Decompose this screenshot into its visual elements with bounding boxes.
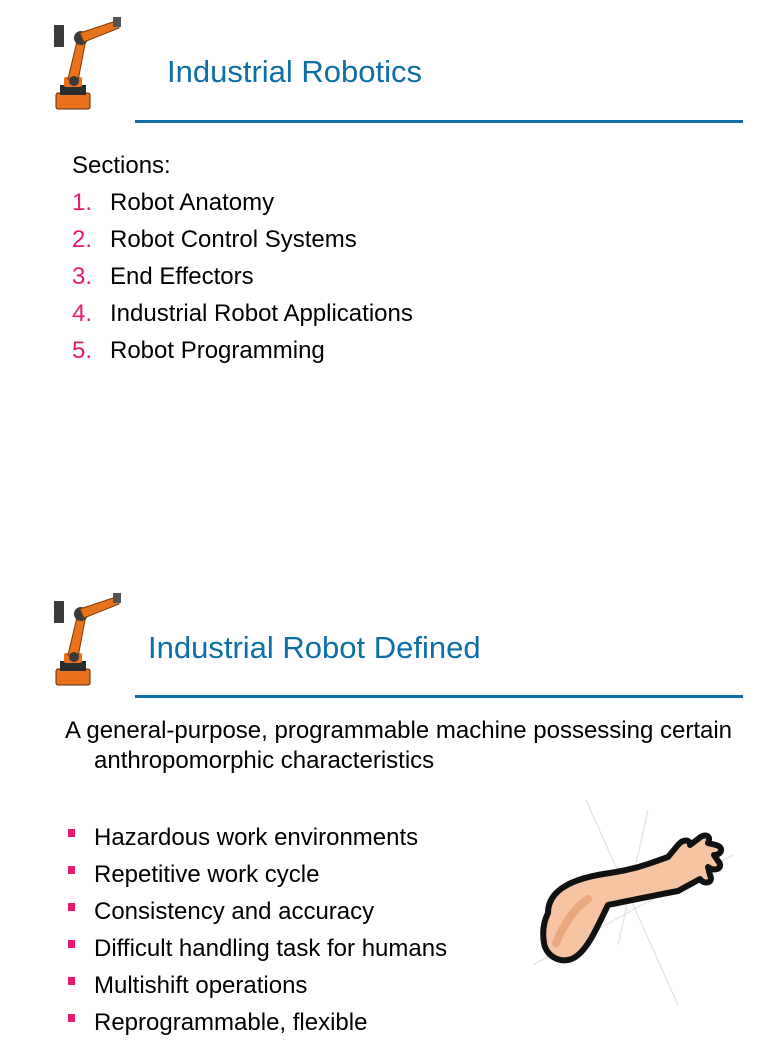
item-label: Robot Programming — [110, 337, 325, 364]
industrial-robot-icon — [50, 591, 124, 687]
bullet-marker-icon — [68, 903, 75, 911]
slide-title: Industrial Robotics — [167, 54, 423, 89]
sections-label: Sections: — [72, 152, 171, 179]
bullet-text: Hazardous work environments — [94, 824, 419, 851]
definition-text: A general-purpose, programmable machine possessing certain anthropomorphic characteristics — [65, 717, 733, 774]
industrial-robot-icon — [50, 15, 124, 111]
bullet-marker-icon — [68, 977, 75, 985]
bullet-text: Repetitive work cycle — [94, 861, 320, 888]
item-label: Robot Control Systems — [110, 226, 357, 253]
list-item — [72, 295, 413, 332]
list-item — [72, 221, 413, 258]
bullet-text: Reprogrammable, flexible — [94, 1009, 368, 1036]
bullet-marker-icon — [68, 1014, 75, 1022]
item-number: 2. — [72, 226, 93, 253]
list-item — [72, 184, 413, 221]
item-number: 5. — [72, 337, 93, 364]
bullet-text: Difficult handling task for humans — [94, 935, 448, 962]
bullet-marker-icon — [68, 940, 75, 948]
list-item — [72, 332, 413, 369]
list-item — [65, 930, 447, 967]
bullet-list — [65, 819, 447, 1041]
item-label: End Effectors — [110, 263, 254, 290]
bullet-marker-icon — [68, 829, 75, 837]
title-divider — [135, 695, 743, 698]
slide-industrial-robot-defined — [0, 575, 768, 1036]
slide-title: Industrial Robot Defined — [148, 630, 481, 665]
list-item — [65, 893, 447, 930]
bullet-text: Consistency and accuracy — [94, 898, 375, 925]
list-item — [72, 258, 413, 295]
title-divider — [135, 120, 743, 123]
robot-arm-icon — [528, 795, 738, 1020]
item-label: Robot Anatomy — [110, 189, 275, 216]
list-item — [65, 856, 447, 893]
list-item — [65, 967, 447, 1004]
item-number: 1. — [72, 189, 93, 216]
bullet-marker-icon — [68, 866, 75, 874]
sections-list — [72, 147, 413, 369]
item-number: 3. — [72, 263, 93, 290]
list-item — [65, 819, 447, 856]
item-label: Industrial Robot Applications — [110, 300, 413, 327]
list-item — [65, 1004, 447, 1041]
item-number: 4. — [72, 300, 93, 327]
bullet-text: Multishift operations — [94, 972, 308, 999]
